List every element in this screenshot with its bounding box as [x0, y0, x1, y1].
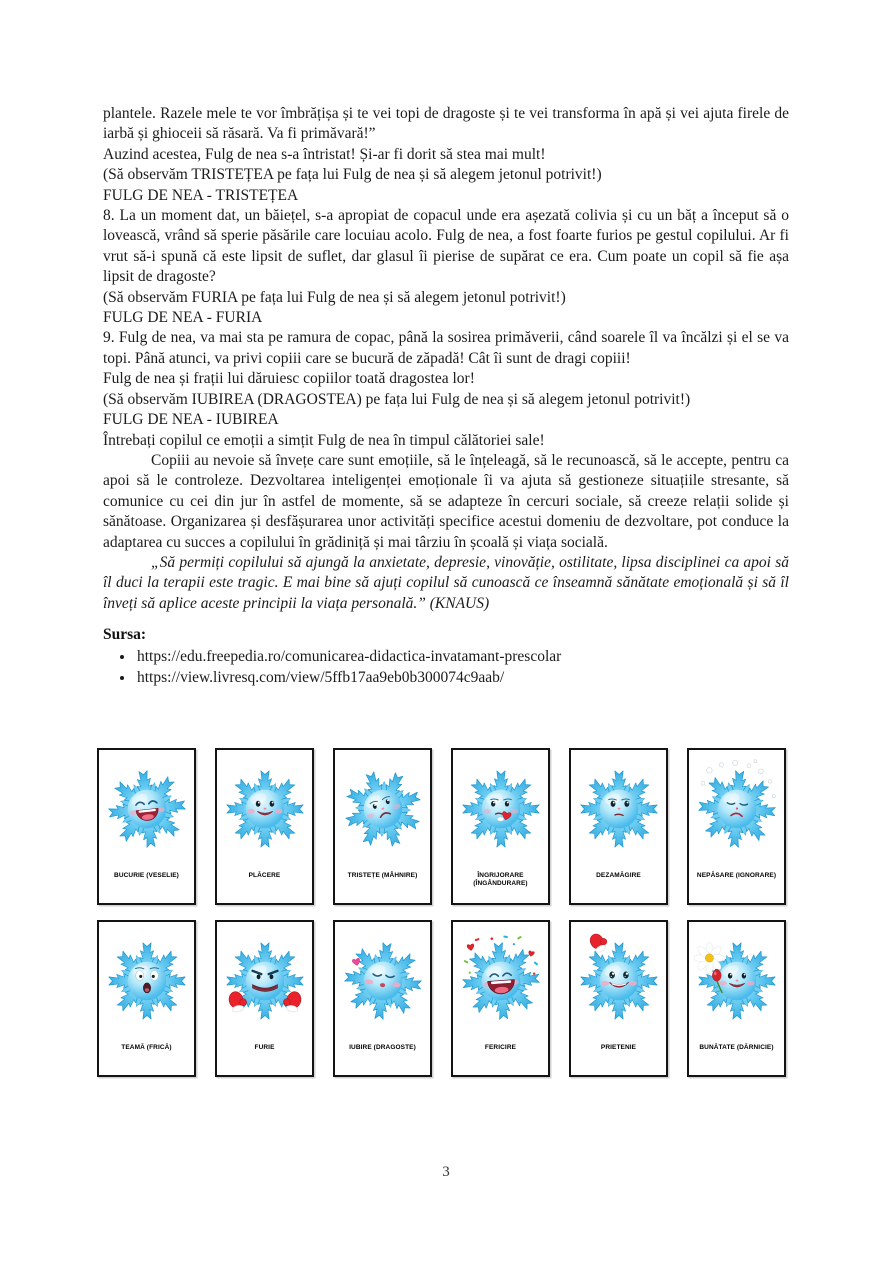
paragraph-11: FULG DE NEA - IUBIREA: [103, 411, 279, 429]
emotion-card-grid: [97, 748, 789, 1077]
paragraph-3: (Să observăm TRISTEȚEA pe fața lui Fulg de nea și să alegem jetonul potrivit!): [103, 166, 602, 184]
paragraph-1: plantele. Razele mele te vor îmbrățișa și te vei topi de dragoste și te vei transforma în apă și vei ajuta firele de iarbă și ghioceii să răsară. Va fi primăvară!”: [103, 105, 789, 143]
source-link[interactable]: • https://view.livresq.com/view/5ffb17aa9eb0b300074c9aab/: [135, 667, 789, 688]
emotion-card-label: BUCURIE (VESELIE): [114, 872, 179, 880]
emotion-card-ignore: [687, 748, 786, 905]
paragraph-2: Auzind acestea, Fulg de nea s-a întristat! Și-ar fi dorit să stea mai mult!: [103, 145, 546, 163]
page-number: 3: [442, 1164, 450, 1180]
emotion-card-friendship: [569, 920, 668, 1077]
sources-list: [103, 646, 789, 688]
emotion-card-label: IUBIRE (DRAGOSTE): [349, 1044, 416, 1052]
snowflake-joy-icon: [101, 759, 193, 859]
emotion-card-fear: [97, 920, 196, 1077]
emotion-card-anger: [215, 920, 314, 1077]
paragraph-8: 9. Fulg de nea, va mai sta pe ramura de copac, până la sosirea primăverii, când soarele îl va încălzi și el se va topi. Până atunci, va privi copiii care se bucură de zăpadă! Cât îi sunt de dragi copiii!: [103, 329, 789, 367]
sources-section: [103, 624, 789, 688]
emotion-card-label: FERICIRE: [484, 1044, 517, 1052]
snowflake-fear-icon: [101, 931, 193, 1031]
emotion-card-label: ÎNGRIJORARE (ÎNGÂNDURARE): [473, 872, 528, 888]
emotion-card-label: FURIE: [254, 1044, 275, 1052]
snowflake-sadness-icon: [337, 759, 429, 859]
snowflake-ignore-icon: [691, 759, 783, 859]
paragraph-4: FULG DE NEA - TRISTEȚEA: [103, 186, 299, 204]
emotion-card-label: TRISTEȚE (MÂHNIRE): [347, 872, 418, 880]
emotion-card-happiness: [451, 920, 550, 1077]
emotion-card-label: TEAMĂ (FRICĂ): [121, 1044, 172, 1052]
snowflake-worry-icon: [455, 759, 547, 859]
emotion-card-label: PLĂCERE: [248, 872, 281, 880]
snowflake-kindness-icon: [691, 931, 783, 1031]
emotion-card-disappointment: [569, 748, 668, 905]
emotion-card-pleasure: [215, 748, 314, 905]
snowflake-anger-icon: [219, 931, 311, 1031]
paragraph-5: 8. La un moment dat, un băiețel, s-a apropiat de copacul unde era așezată colivia și cu un băț a început să o lovească, vrând să sperie păsările care locuiau acolo. Fulg de nea, a fost foarte furios pe gestul copilului. Ar fi vrut să-i spună că este lipsit de suflet, dar glasul îi pierise de supărat ce era. Cum poate un copil să fie așa lipsit de dragoste?: [103, 207, 789, 286]
emotion-card-label: BUNĂTATE (DĂRNICIE): [699, 1044, 774, 1052]
sources-heading: Sursa:: [103, 626, 147, 644]
paragraph-6: (Să observăm FURIA pe fața lui Fulg de nea și să alegem jetonul potrivit!): [103, 288, 566, 306]
paragraph-9: Fulg de nea și frații lui dăruiesc copiilor toată dragostea lor!: [103, 370, 475, 388]
paragraph-13: Copiii au nevoie să învețe care sunt emoțiile, să le înțeleagă, să le recunoască, să le accepte, pentru ca apoi să le controleze. Dezvoltarea inteligenței emoționale îi va ajuta să gestioneze situațiile stresante, să comunice cu cei din jur în astfel de momente, să se adapteze în cercuri sociale, să creeze relații solide și sănătoase. Organizarea și desfășurarea unor activități specifice acestui domeniu de dezvoltare, pot conduce la adaptarea cu succes a copilului în grădiniță și mai târziu în școală și viața socială.: [103, 451, 789, 551]
paragraph-10: (Să observăm IUBIREA (DRAGOSTEA) pe fața lui Fulg de nea și să alegem jetonul potrivit!): [103, 390, 691, 408]
emotion-card-label: NEPĂSARE (IGNORARE): [696, 872, 777, 880]
emotion-card-kindness: [687, 920, 786, 1077]
snowflake-love-icon: [337, 931, 429, 1031]
paragraph-7: FULG DE NEA - FURIA: [103, 309, 263, 327]
emotion-card-love: [333, 920, 432, 1077]
body-text: [103, 104, 789, 614]
snowflake-friendship-icon: [573, 931, 665, 1031]
source-link[interactable]: • https://edu.freepedia.ro/comunicarea-didactica-invatamant-prescolar: [135, 646, 789, 667]
snowflake-pleasure-icon: [219, 759, 311, 859]
emotion-card-sadness: [333, 748, 432, 905]
emotion-card-worry: [451, 748, 550, 905]
paragraph-12: Întrebați copilul ce emoții a simțit Fulg de nea în timpul călătoriei sale!: [103, 431, 545, 449]
emotion-card-label: PRIETENIE: [600, 1044, 637, 1052]
emotion-card-label: DEZAMĂGIRE: [596, 872, 641, 880]
paragraph-14: „Să permiți copilului să ajungă la anxietate, depresie, vinovăție, ostilitate, lipsa disciplinei ca apoi să îl duci la terapii este tragic. E mai bine să ajuți copilul să cunoască ce înseamnă sănătate emoțională și să îl înveți să aplice aceste principii la viața personală.” (KNAUS): [103, 553, 789, 612]
snowflake-happiness-icon: [455, 931, 547, 1031]
emotion-card-joy: [97, 748, 196, 905]
snowflake-disappointment-icon: [573, 759, 665, 859]
